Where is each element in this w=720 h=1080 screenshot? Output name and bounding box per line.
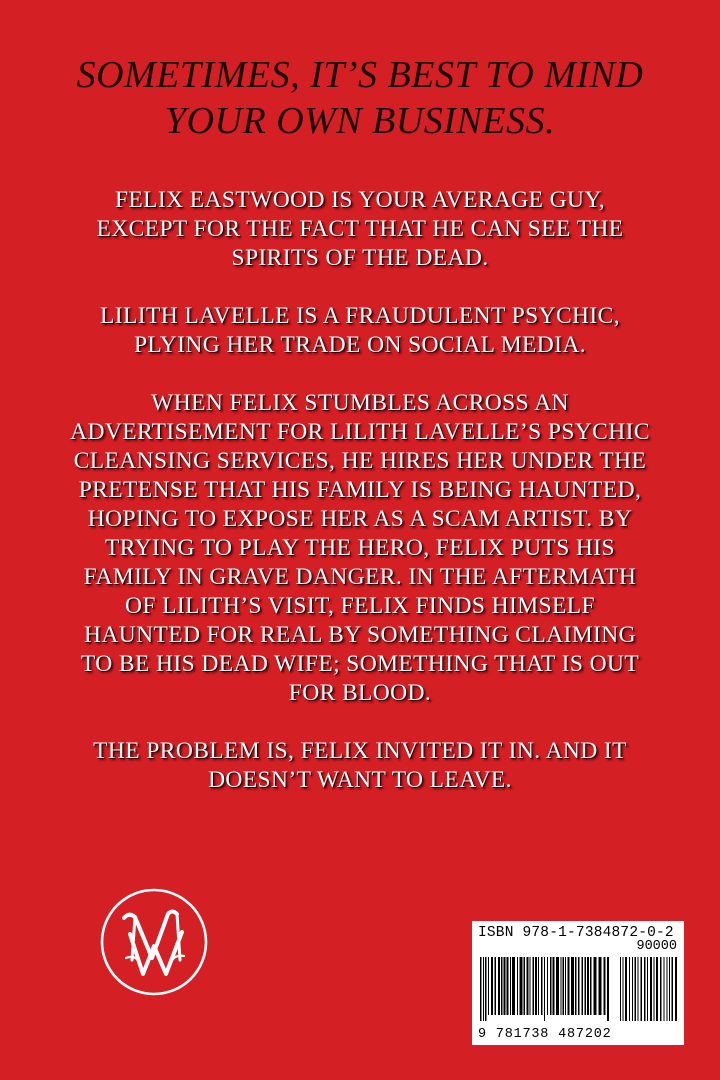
barcode-bar [533,957,535,1015]
barcode-bar [527,957,529,1015]
barcode-bar [561,957,562,1015]
tagline [0,52,720,144]
addon-bar [638,957,639,1021]
blurb-line: ADVERTISEMENT FOR LILITH LAVELLE’S PSYCHIC [70,419,650,445]
isbn-label: ISBN 978-1-7384872-0-2 [478,925,674,941]
addon-bar [620,957,621,1021]
barcode-bar [510,957,511,1015]
blurb-line: TO BE HIS DEAD WIFE; SOMETHING THAT IS OUT [80,651,640,677]
barcode-bar [530,957,531,1015]
ean-digits: 9 781738 487202 [478,1027,612,1042]
barcode-bar [556,957,559,1015]
blurb-line: HOPING TO EXPOSE HER AS A SCAM ARTIST. BY [87,506,633,532]
barcode-bar [541,957,543,1015]
barcode-bar [550,957,552,1015]
blurb-line: PRETENSE THAT HIS FAMILY IS BEING HAUNTED, [78,477,642,503]
addon-bar [625,957,627,1021]
barcode-bar [524,957,526,1015]
tagline-line: SOMETIMES, IT’S BEST TO MIND [76,54,644,96]
barcode-bar [571,957,574,1015]
barcode-bar [491,957,493,1015]
addon-bar [656,957,658,1021]
barcode-bar [507,957,509,1015]
blurb-line: HAUNTED FOR REAL BY SOMETHING CLAIMING [84,622,636,648]
blurb-line: FAMILY IN GRAVE DANGER. IN THE AFTERMATH [83,564,637,590]
barcode-bar [480,957,482,1021]
barcode-bar [547,957,548,1015]
blurb-line: WHEN FELIX STUMBLES ACROSS AN [151,390,569,416]
addon-bar [654,957,655,1021]
monogram-mw-circle-icon [96,884,212,1000]
addon-bar [629,957,630,1021]
barcode-bar [498,957,500,1015]
tagline-line: YOUR OWN BUSINESS. [164,100,556,142]
addon-bar [650,957,652,1021]
addon-bar [664,957,665,1021]
blurb [40,186,680,824]
barcode-bar [604,957,606,1015]
barcode-bar [578,957,580,1015]
barcode-bar [485,957,487,1021]
barcode-bar [488,957,489,1015]
barcode-bar [599,957,602,1015]
addon-bar [667,957,668,1021]
barcode-bar [594,957,597,1015]
barcode-bar [590,957,592,1015]
blurb-line: FELIX EASTWOOD IS YOUR AVERAGE GUY, [114,187,606,213]
blurb-paragraph [40,737,680,795]
barcode-bar [565,957,566,1015]
barcode-bar [535,957,537,1015]
isbn-barcode [472,921,684,1045]
blurb-line: PLYING HER TRADE ON SOCIAL MEDIA. [133,332,587,358]
barcode-bar [568,957,570,1015]
blurb-line: FOR BLOOD. [288,680,432,706]
barcode-bar [501,957,503,1015]
barcode-bar [575,957,577,1015]
barcode-bar [582,957,584,1015]
addon-bar [647,957,648,1021]
barcode-bar [517,957,518,1015]
barcode-bar [495,957,497,1015]
addon-bar [675,957,677,1021]
blurb-line: TRYING TO PLAY THE HERO, FELIX PUTS HIS [104,535,616,561]
addon-bar [641,957,643,1021]
barcode-bar [607,957,609,1021]
addon-bar [660,957,662,1021]
blurb-line: LILITH LAVELLE IS A FRAUDULENT PSYCHIC, [100,303,620,329]
addon-bar [632,957,633,1021]
blurb-line: OF LILITH’S VISIT, FELIX FINDS HIMSELF [125,593,595,619]
addon-bar [672,957,674,1021]
barcode-bar [483,957,484,1021]
addon-bar [669,957,670,1021]
barcode-bar [563,957,565,1015]
blurb-line: SPIRITS OF THE DEAD. [231,245,489,271]
barcode-bar [520,957,523,1015]
addon-bar [635,957,637,1021]
blurb-line: CLEANSING SERVICES, HE HIRES HER UNDER THE [73,448,647,474]
barcode-bar [544,957,545,1021]
blurb-paragraph [40,389,680,708]
barcode-bar [553,957,555,1015]
blurb-paragraph [40,186,680,273]
barcode-bars [478,957,678,1023]
barcode-bar [512,957,515,1015]
barcode-bar [585,957,587,1015]
blurb-paragraph [40,302,680,360]
blurb-line: EXCEPT FOR THE FACT THAT HE CAN SEE THE [96,216,624,242]
addon-bar [644,957,646,1021]
blurb-line: DOESN’T WANT TO LEAVE. [208,767,512,793]
barcode-addon-code: 90000 [636,939,677,954]
barcode-bar [504,957,506,1015]
barcode-bar [538,957,539,1015]
barcode-bar [587,957,589,1015]
blurb-line: THE PROBLEM IS, FELIX INVITED IT IN. AND IT [93,738,627,764]
addon-bar [623,957,624,1021]
